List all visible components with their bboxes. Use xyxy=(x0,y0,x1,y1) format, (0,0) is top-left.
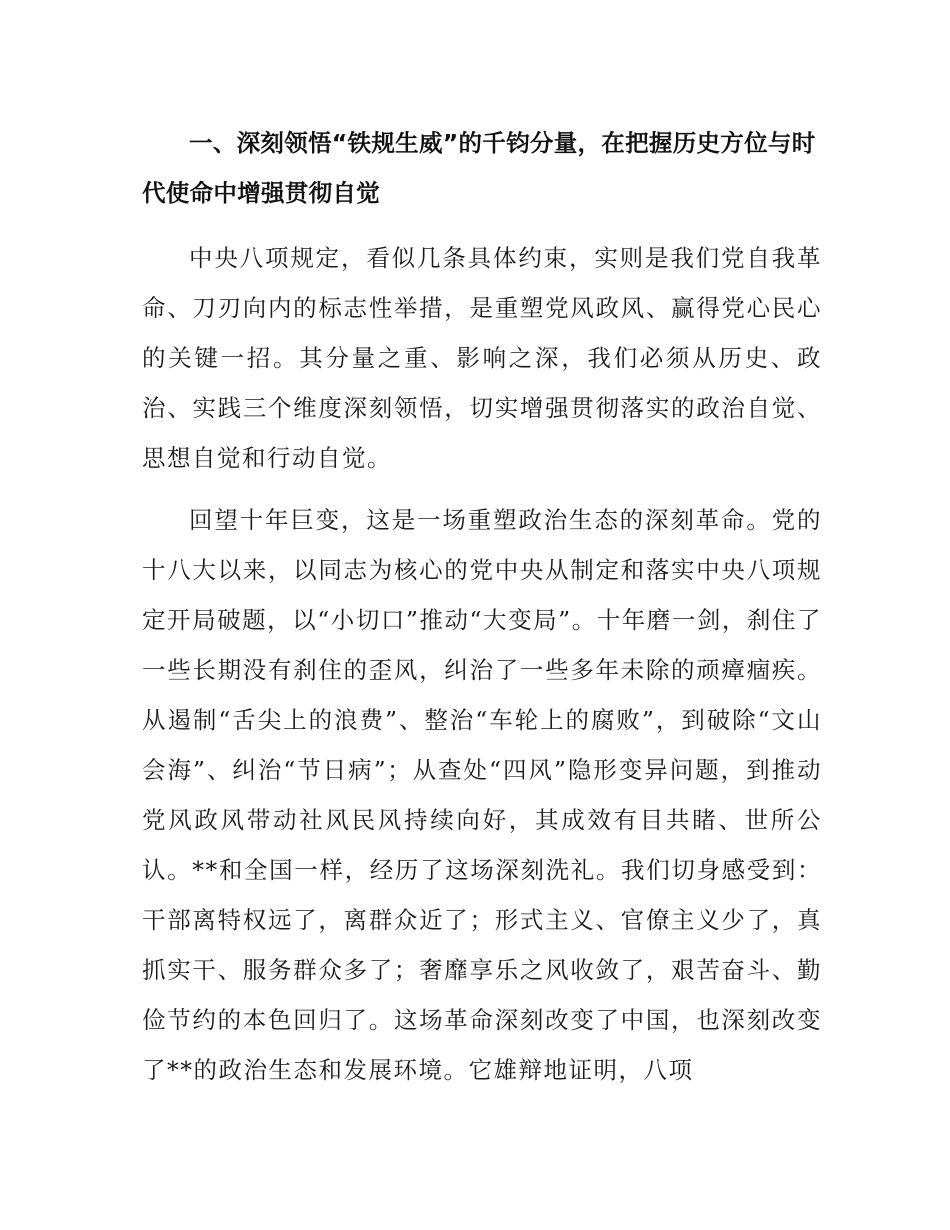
section-heading: 一、深刻领悟“铁规生威”的千钧分量，在把握历史方位与时代使命中增强贯彻自觉 xyxy=(142,129,816,207)
body-paragraph-2: 回望十年巨变，这是一场重塑政治生态的深刻革命。党的十八大以来，以同志为核心的党中央从制定和落实中央八项规定开局破题，以“小切口”推动“大变局”。十年磨一剑，刹住了一些长期没有刹住的歪风，纠治了一些多年未除的顽瘴痼疾。从遏制“舌尖上的浪费”、整治“车轮上的腐败”，到破除“文山会海”、纠治“节日病”；从查处“四风”隐形变异问题，到推动党风政风带动社风民风持续向好，其成效有目共睹、世所公认。**和全国一样，经历了这场深刻洗礼。我们切身感受到：干部离特权远了，离群众近了；形式主义、官僚主义少了，真抓实干、服务群众多了；奢靡享乐之风收敛了，艰苦奋斗、勤俭节约的本色回归了。这场革命深刻改变了中国，也深刻改变了**的政治生态和发展环境。它雄辩地证明，八项 xyxy=(142,506,822,1084)
body-paragraph-1: 中央八项规定，看似几条具体约束，实则是我们党自我革命、刀刃向内的标志性举措，是重塑党风政风、赢得党心民心的关键一招。其分量之重、影响之深，我们必须从历史、政治、实践三个维度深刻领悟，切实增强贯彻落实的政治自觉、思想自觉和行动自觉。 xyxy=(142,244,822,472)
